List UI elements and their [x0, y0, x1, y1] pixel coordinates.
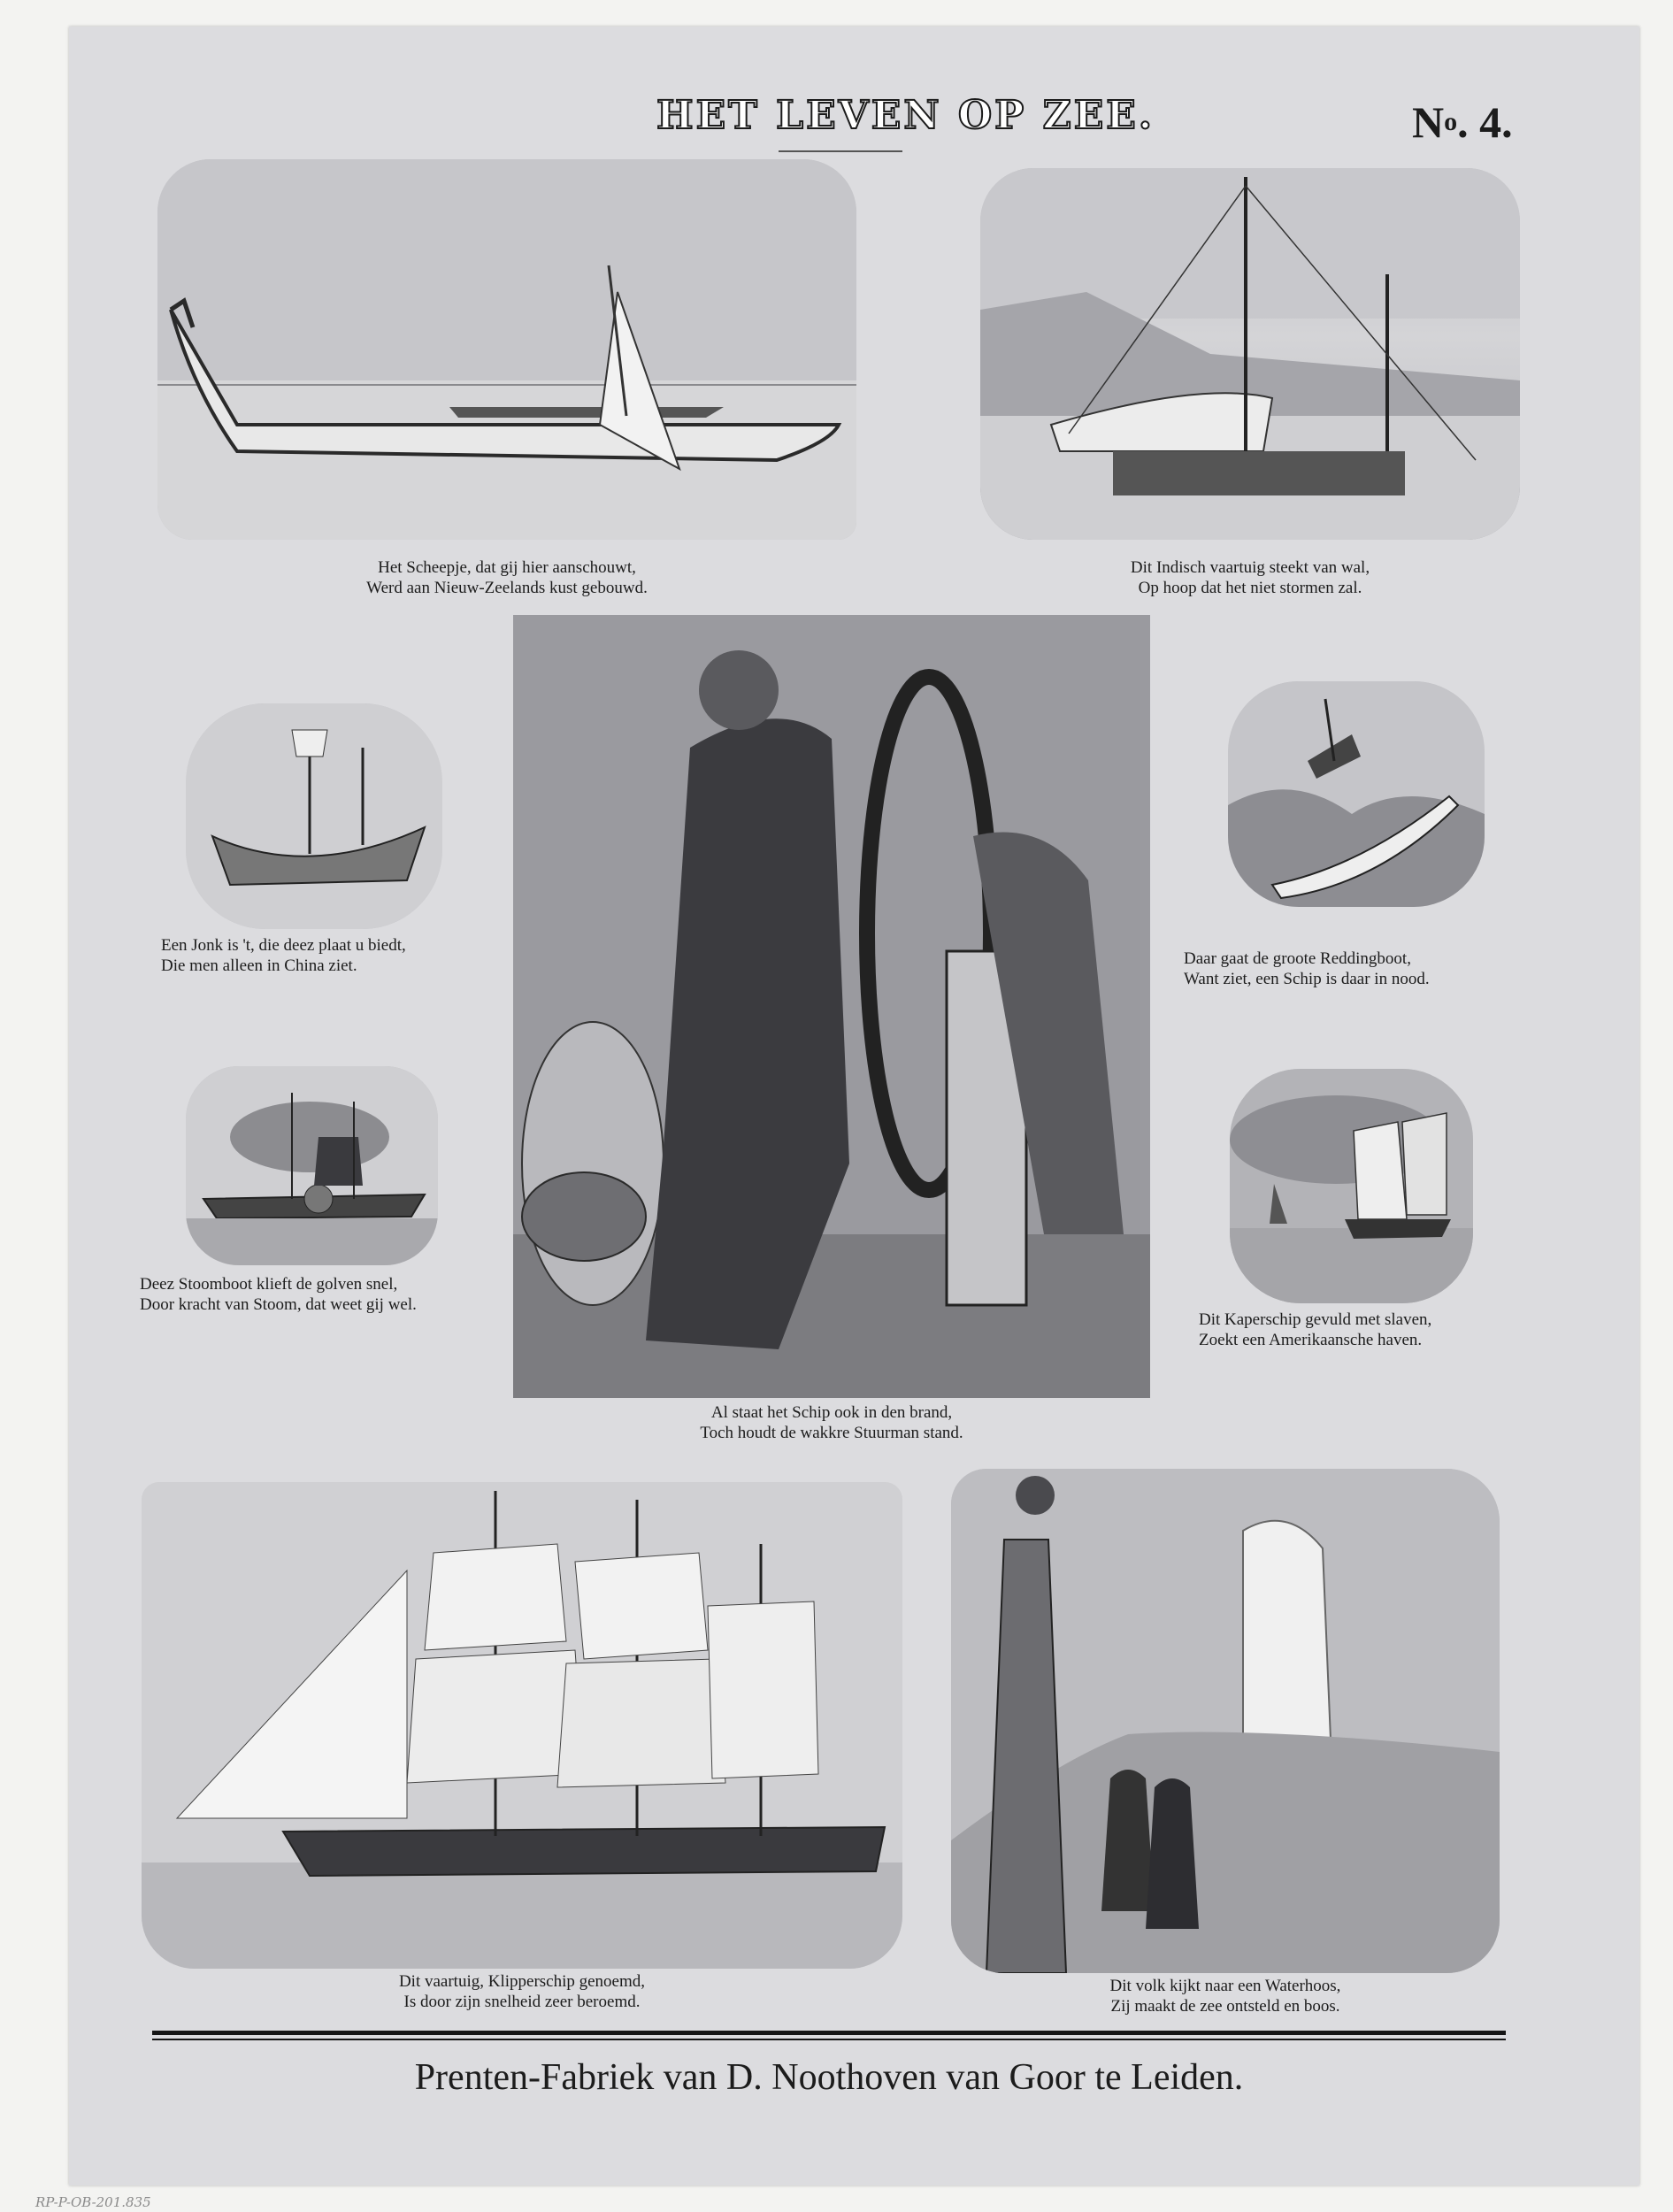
helmsman-engraving-icon — [513, 615, 1150, 1398]
caption-slave-ship: Dit Kaperschip gevuld met slaven, Zoekt een Amerikaansche haven. — [1199, 1310, 1432, 1349]
steamboat-engraving-icon — [186, 1066, 438, 1265]
lifeboat-engraving-icon — [1228, 681, 1485, 907]
page-title: HET LEVEN OP ZEE. — [656, 93, 1155, 138]
footer-rule-thick — [152, 2031, 1506, 2035]
publisher-imprint: Prenten-Fabriek van D. Noothoven van Goor te Leiden. — [414, 2057, 1244, 2098]
caption-helmsman: Al staat het Schip ook in den brand, Toch houdt de wakkre Stuurman stand. — [700, 1403, 963, 1442]
slave-ship-engraving-icon — [1230, 1069, 1473, 1303]
caption-clipper: Dit vaartuig, Klipperschip genoemd, Is door zijn snelheid zeer beroemd. — [398, 1972, 646, 2011]
caption-canoe: Het Scheepje, dat gij hier aanschouwt, Werd aan Nieuw-Zeelands kust gebouwd. — [366, 558, 648, 597]
waterspout-engraving-icon — [951, 1469, 1500, 1973]
indian-vessel-engraving-icon — [980, 168, 1520, 540]
footer-rule-thin — [152, 2039, 1506, 2040]
caption-waterspout: Dit volk kijkt naar een Waterhoos, Zij maakt de zee ontsteld en boos. — [1109, 1977, 1341, 2016]
caption-junk: Een Jonk is 't, die deez plaat u biedt, Die men alleen in China ziet. — [161, 936, 406, 975]
caption-indian-vessel: Dit Indisch vaartuig steekt van wal, Op hoop dat het niet stormen zal. — [1130, 558, 1370, 597]
caption-steamboat: Deez Stoomboot klieft de golven snel, Door kracht van Stoom, dat weet gij wel. — [140, 1275, 417, 1314]
caption-lifeboat: Daar gaat de groote Reddingboot, Want ziet, een Schip is daar in nood. — [1184, 949, 1430, 988]
archive-note: RP-P-OB-201.835 — [35, 2194, 151, 2210]
sheet-number: $N^o$. 4. — [1412, 97, 1513, 147]
title-rule — [779, 150, 902, 152]
clipper-engraving-icon — [142, 1482, 902, 1969]
junk-engraving-icon — [186, 703, 442, 929]
canoe-engraving-icon — [157, 159, 856, 540]
